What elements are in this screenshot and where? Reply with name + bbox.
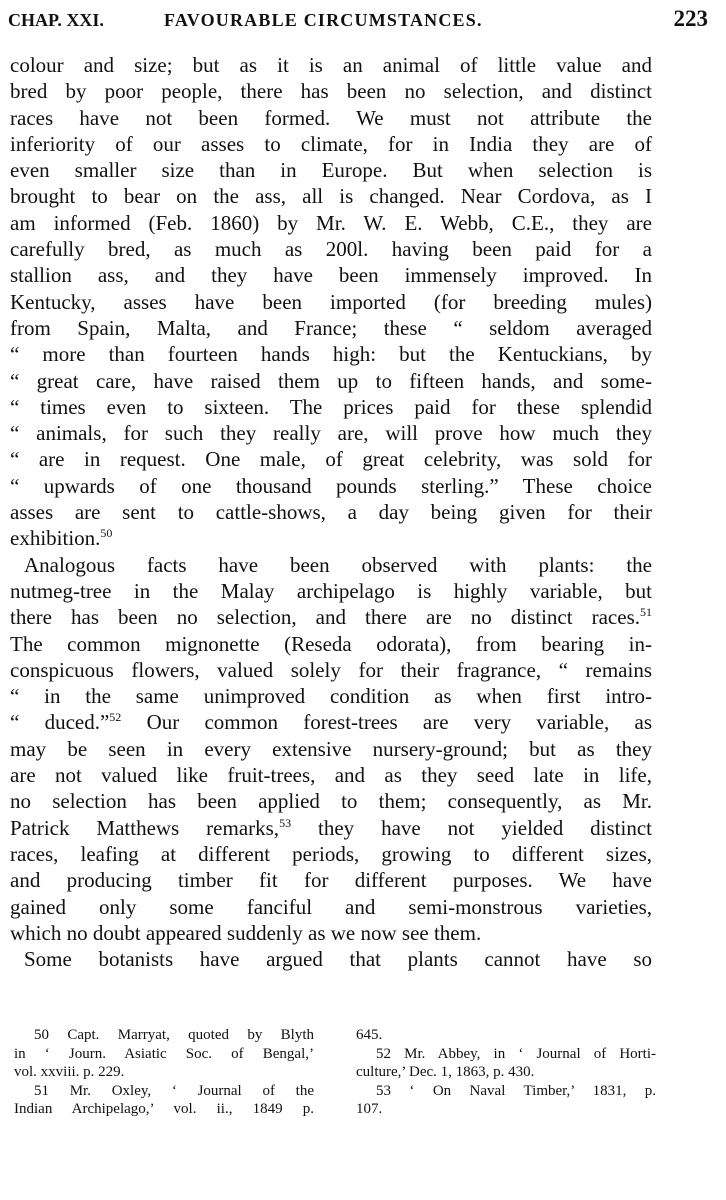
text-line: brought to bear on the ass, all is changed. Near Cordova, as I (10, 184, 652, 209)
footnote-ref: 51 (640, 605, 652, 620)
footnote-line: 50 Capt. Marryat, quoted by Blyth (34, 1027, 314, 1043)
footnote-ref: 53 (279, 815, 292, 830)
text-line: asses are sent to cattle-shows, a day being given for their (10, 500, 652, 525)
text-line: from Spain, Malta, and France; these “ seldom averaged (10, 315, 652, 340)
text-line: colour and size; but as it is an animal of little value and (10, 53, 652, 77)
footnote-line: 52 Mr. Abbey, in ‘ Journal of Horti- (376, 1045, 656, 1062)
footnote-line: culture,’ Dec. 1, 1863, p. 430. (356, 1064, 535, 1080)
line-text: “ duced.” (10, 710, 110, 735)
line-text: there has been no selection, and there are no distinct races. (10, 605, 640, 630)
text-line: Kentucky, asses have been imported (for breeding mules) (10, 289, 652, 314)
line-text: Our common forest-trees are very variable, as (146, 710, 652, 735)
running-title: FAVOURABLE CIRCUMSTANCES. (164, 10, 483, 30)
text-line: The common mignonette (Reseda odorata), from bearing in- (10, 631, 652, 656)
text-line: bred by poor people, there has been no selection, and distinct (10, 79, 652, 104)
text-line: Some botanists have argued that plants cannot have so (24, 947, 652, 972)
text-line: stallion ass, and they have been immensely improved. In (10, 263, 652, 288)
text-line (10, 815, 652, 841)
text-line: nutmeg-tree in the Malay archipelago is highly variable, but (10, 578, 652, 603)
text-line: “ are in request. One male, of great celebrity, was sold for (10, 447, 652, 472)
text-line: gained only some fanciful and semi-monstrous varieties, (10, 894, 652, 919)
body-text (10, 52, 652, 972)
text-line: are not valued like fruit-trees, and as they seed late in life, (10, 763, 652, 788)
footnote-line: 645. (356, 1027, 383, 1043)
text-line: “ more than fourteen hands high: but the Kentuckians, by (10, 342, 652, 367)
text-line: Analogous facts have been observed with plants: the (24, 552, 652, 577)
footnote-line: in ‘ Journ. Asiatic Soc. of Bengal,’ (14, 1045, 314, 1062)
running-header (8, 6, 708, 36)
text-line (10, 604, 652, 630)
text-line: “ in the same unimproved condition as when first intro- (10, 684, 652, 709)
footnote-ref: 52 (109, 710, 122, 725)
text-line: races, leafing at different periods, growing to different sizes, (10, 841, 652, 866)
text-line: “ great care, have raised them up to fifteen hands, and some- (10, 368, 652, 393)
text-line: and producing timber fit for different purposes. We have (10, 868, 652, 893)
footnote-line: 53 ‘ On Naval Timber,’ 1831, p. (376, 1082, 656, 1099)
text-line: “ upwards of one thousand pounds sterling.” These choice (10, 473, 652, 498)
footnote-ref: 50 (100, 526, 113, 541)
footnote-line: 51 Mr. Oxley, ‘ Journal of the (34, 1082, 314, 1099)
text-line: “ animals, for such they really are, will prove how much they (10, 421, 652, 446)
text-line: am informed (Feb. 1860) by Mr. W. E. Webb, C.E., they are (10, 210, 652, 235)
text-line: no selection has been applied to them; consequently, as Mr. (10, 789, 652, 814)
text-line: inferiority of our asses to climate, for in India they are of (10, 131, 652, 156)
text-line: conspicuous flowers, valued solely for their fragrance, “ remains (10, 657, 652, 682)
footnotes (14, 1026, 654, 1136)
text-line: may be seen in every extensive nursery-ground; but as they (10, 736, 652, 761)
chapter-label: CHAP. XXI. (8, 10, 104, 30)
footnote-line: 107. (356, 1101, 383, 1117)
line-text: Patrick Matthews remarks, (10, 815, 280, 840)
footnotes-right-column (356, 1026, 656, 1119)
text-line: carefully bred, as much as 200l. having been paid for a (10, 237, 652, 262)
text-line: which no doubt appeared suddenly as we now see them. (10, 920, 482, 945)
page-number: 223 (673, 6, 708, 31)
text-line: races have not been formed. We must not attribute the (10, 105, 652, 130)
footnote-line: vol. xxviii. p. 229. (14, 1064, 125, 1080)
text-line: even smaller size than in Europe. But when selection is (10, 158, 652, 183)
text-line: “ times even to sixteen. The prices paid for these splendid (10, 394, 652, 419)
footnote-line: Indian Archipelago,’ vol. ii., 1849 p. (14, 1101, 314, 1117)
line-text: exhibition. (10, 526, 101, 551)
text-line (10, 709, 652, 735)
line-text: they have not yielded distinct (318, 815, 652, 840)
footnotes-left-column (14, 1026, 314, 1119)
text-line (10, 525, 652, 551)
